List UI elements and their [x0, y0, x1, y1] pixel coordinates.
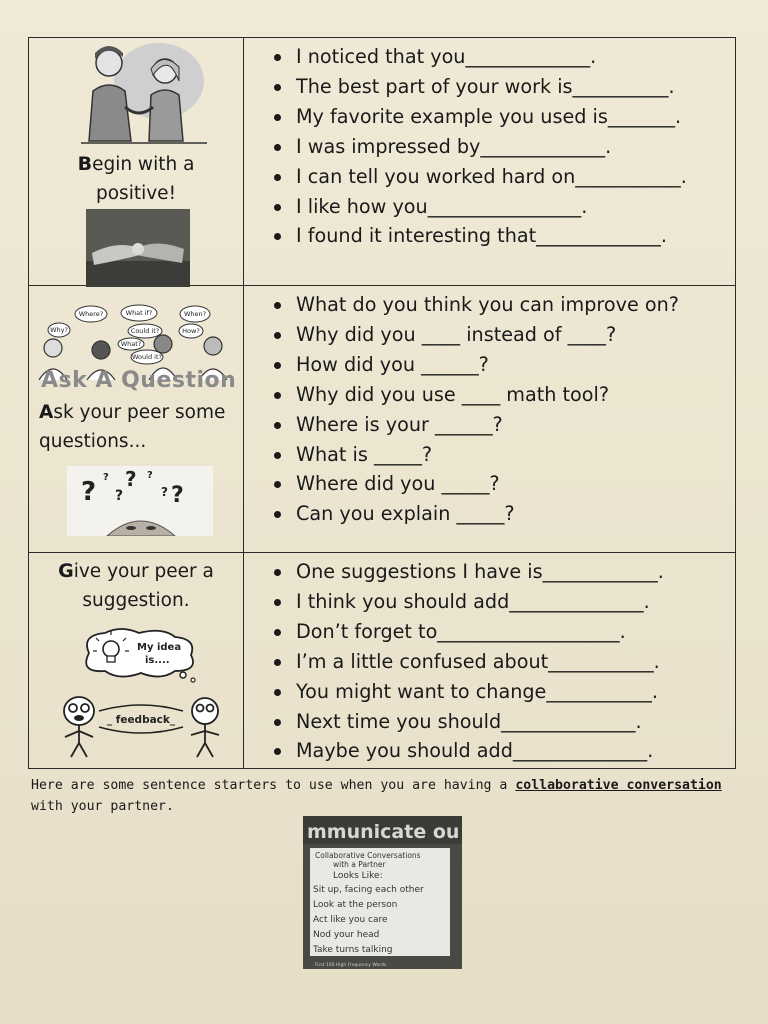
list-item: I’m a little confused about___________.	[270, 647, 735, 677]
row-begin-positive	[29, 38, 736, 286]
list-item: I was impressed by_____________.	[270, 132, 735, 162]
poster-photo	[303, 816, 462, 969]
positive-visual-cell	[29, 38, 244, 286]
poster-line: Take turns talking	[313, 945, 393, 955]
poster-title-line1: Collaborative Conversations	[315, 851, 421, 860]
idea-bubble-line2: is....	[145, 655, 170, 666]
hands-photo-image	[86, 209, 190, 287]
svg-text:?: ?	[161, 485, 168, 499]
list-item: Where is your ______?	[270, 410, 735, 440]
list-item: One suggestions I have is____________.	[270, 557, 735, 587]
poster-title-line2: with a Partner	[333, 860, 386, 869]
ask-a-question-banner: Ask A Question	[41, 368, 237, 393]
positive-starters-cell	[244, 38, 736, 286]
footer-text-after: with your partner.	[31, 799, 174, 814]
list-item: My favorite example you used is_______.	[270, 102, 735, 132]
question-heading-line1: sk your peer some	[53, 402, 226, 423]
positive-heading-initial: B	[77, 153, 93, 175]
bubble-how-text: How?	[182, 327, 200, 335]
positive-starter-list	[244, 38, 735, 251]
question-heading-line2: questions...	[39, 431, 147, 452]
bubble-when-text: When?	[183, 310, 207, 318]
list-item: Don’t forget to___________________.	[270, 617, 735, 647]
svg-text:?: ?	[81, 477, 97, 507]
list-item: Next time you should______________.	[270, 707, 735, 737]
positive-heading-line1: egin with a	[92, 154, 195, 175]
row-ask-question	[29, 286, 736, 553]
suggestion-heading-initial: G	[58, 560, 74, 582]
list-item: Where did you _____?	[270, 469, 735, 499]
poster-banner-text: mmunicate ou	[307, 821, 460, 843]
question-starter-list	[244, 286, 735, 529]
list-item: I found it interesting that_____________.	[270, 221, 735, 251]
list-item: The best part of your work is__________.	[270, 72, 735, 102]
list-item: What do you think you can improve on?	[270, 290, 735, 320]
question-heading-initial: A	[39, 402, 54, 423]
collaborative-conversation-text: collaborative conversation	[515, 778, 722, 793]
list-item: Why did you use ____ math tool?	[270, 380, 735, 410]
poster-line: Look at the person	[313, 900, 398, 910]
list-item: Why did you ____ instead of ____?	[270, 320, 735, 350]
svg-text:?: ?	[125, 467, 137, 491]
list-item: What is _____?	[270, 440, 735, 470]
feedback-stick-figures-illustration	[51, 693, 231, 759]
question-heading	[39, 398, 225, 456]
friends-handshake-illustration	[79, 41, 209, 151]
list-item: I can tell you worked hard on___________.	[270, 162, 735, 192]
suggestion-starter-list	[244, 553, 735, 766]
suggestion-visual-cell	[29, 553, 244, 769]
sentence-starter-grid	[28, 37, 736, 769]
svg-text:?: ?	[171, 483, 184, 508]
svg-text:?: ?	[147, 470, 153, 481]
list-item: I think you should add______________.	[270, 587, 735, 617]
bubble-would-it-text: Would it?	[132, 353, 162, 361]
feedback-label: _ feedback_	[106, 714, 176, 726]
poster-subtitle: Looks Like:	[333, 871, 383, 881]
poster-line: Nod your head	[313, 930, 380, 940]
bubble-why-text: Why?	[50, 326, 68, 334]
poster-line: Sit up, facing each other	[313, 885, 424, 895]
list-item: You might want to change___________.	[270, 677, 735, 707]
positive-heading	[29, 150, 243, 208]
question-visual-cell	[29, 286, 244, 553]
worksheet-table	[28, 37, 736, 773]
suggestion-heading	[29, 557, 243, 615]
svg-text:?: ?	[115, 488, 124, 504]
poster-line: Act like you care	[313, 915, 388, 925]
suggestion-heading-line1: ive your peer a	[73, 561, 214, 582]
question-starters-cell	[244, 286, 736, 553]
list-item: Maybe you should add______________.	[270, 736, 735, 766]
collaborative-conversation-poster	[303, 816, 462, 969]
positive-heading-line2: positive!	[96, 183, 176, 204]
suggestion-heading-line2: suggestion.	[82, 590, 190, 611]
suggestion-starters-cell	[244, 553, 736, 769]
svg-text:?: ?	[103, 472, 109, 483]
bubble-what-if-text: What if?	[125, 309, 153, 317]
footer-instructions	[31, 775, 731, 817]
list-item: Can you explain _____?	[270, 499, 735, 529]
list-item: I noticed that you_____________.	[270, 42, 735, 72]
row-give-suggestion	[29, 553, 736, 769]
list-item: How did you ______?	[270, 350, 735, 380]
bubble-what-text: What?	[120, 340, 142, 348]
poster-footer-note: First 100 High Frequency Words	[315, 963, 387, 968]
bubble-could-it-text: Could it?	[130, 327, 160, 335]
list-item: I like how you________________.	[270, 192, 735, 222]
idea-bubble-illustration	[71, 627, 211, 683]
footer-text-before: Here are some sentence starters to use when you are having a	[31, 778, 516, 793]
bubble-where-text: Where?	[78, 310, 104, 318]
question-marks-face-illustration	[67, 466, 213, 536]
idea-bubble-line1: My idea	[137, 642, 182, 653]
